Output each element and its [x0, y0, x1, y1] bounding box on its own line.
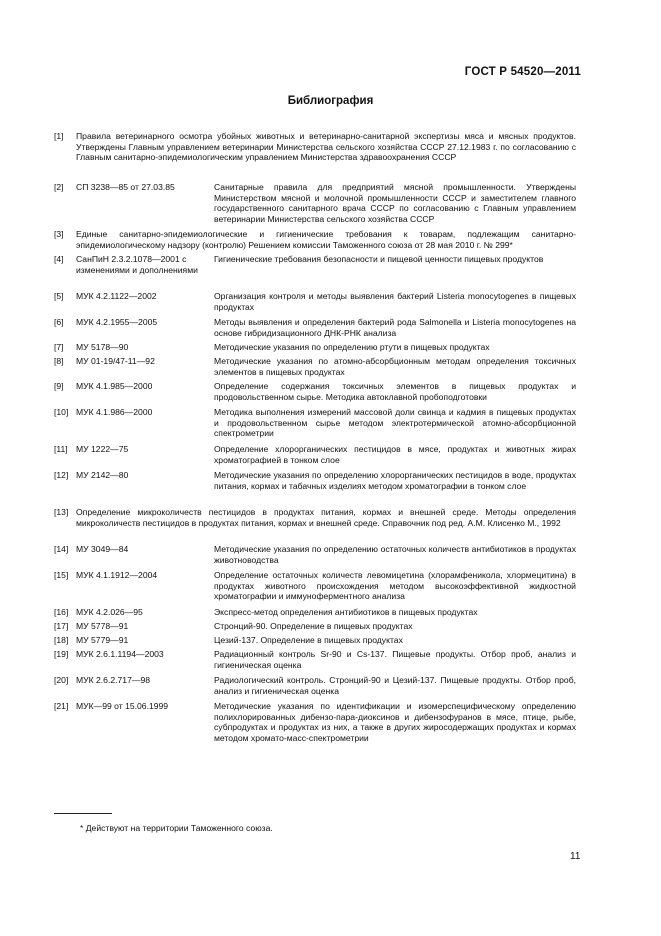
entry-number: [13] [54, 507, 69, 517]
entry-description: Радиологический контроль. Стронций-90 и Цезий-137. Пищевые продукты. Отбор проб, анализ и гигиеническая оценка [214, 675, 576, 696]
entry-number: [14] [54, 544, 69, 554]
entry-description: Экспресс-метод определения антибиотиков в пищевых продуктах [214, 607, 478, 617]
entry-number: [21] [54, 701, 69, 711]
entry-code: МУК 4.1.986—2000 [76, 407, 153, 417]
entry-number: [5] [54, 291, 64, 301]
entry-description: Гигиенические требования безопасности и пищевой ценности пищевых продуктов [214, 254, 544, 264]
entry-text: Единые санитарно-эпидемиологические и гигиенические требования к товарам, подлежащим санитарно-эпидемиологическому надзору (контролю) Решением комиссии Таможенного союза от 28 мая 2010 г. № 299* [76, 229, 576, 250]
entry-number: [19] [54, 649, 69, 659]
entry-description: Методические указания по идентификации и изомерспецифическому определению полихлорированных дибензо-пара-диоксинов и дибензофуранов в мясе, птице, рыбе, субпродуктах и продуктах из них, а также в других жиросодержащих продуктах и кормах методом хромато-масс-спектрометрии [214, 701, 576, 743]
entry-code: МУ 1222—75 [76, 444, 129, 454]
entry-code: МУК 4.1.985—2000 [76, 381, 153, 391]
entry-code: МУК 4.2.1122—2002 [76, 291, 157, 301]
entry-code: МУ 2142—80 [76, 470, 129, 480]
entry-code: МУ 5778—91 [76, 621, 129, 631]
entry-number: [7] [54, 342, 64, 352]
entry-number: [17] [54, 621, 69, 631]
page-number: 11 [570, 851, 581, 862]
footnote: * Действуют на территории Таможенного союза. [80, 823, 273, 833]
entry-number: [2] [54, 182, 64, 192]
entry-code: МУК 4.1.1912—2004 [76, 570, 158, 580]
entry-number: [18] [54, 635, 69, 645]
entry-description: Методические указания по определению хлорорганических пестицидов в воде, продуктах питания, кормах и табачных изделиях методом хроматографии в тонком слое [214, 470, 576, 491]
entry-description: Санитарные правила для предприятий мясной промышленности. Утверждены Министерством мясной и молочной промышленности СССР и заместителем главного государственного санитарного врача СССР по согласованию с Главным управлением ветеринарии Министерства сельского хозяйства СССР [214, 182, 576, 224]
entry-description: Методические указания по атомно-абсорбционным методам определения токсичных элементов в пищевых продуктах [214, 356, 576, 377]
entry-code: МУ 5178—90 [76, 342, 129, 352]
entry-number: [9] [54, 381, 64, 391]
entry-number: [8] [54, 356, 64, 366]
entry-number: [1] [54, 131, 64, 141]
document-number: ГОСТ Р 54520—2011 [464, 66, 581, 78]
entry-code: МУК 2.6.2.717—98 [76, 675, 151, 685]
entry-description: Методические указания по определению ртути в пищевых продуктах [214, 342, 490, 352]
entry-number: [10] [54, 407, 69, 417]
entry-description: Определение содержания токсичных элементов в пищевых продуктах и продовольственном сырье. Методика автоклавной пробоподготовки [214, 381, 576, 402]
entry-description: Цезий-137. Определение в пищевых продуктах [214, 635, 403, 645]
entry-description: Методические указания по определению остаточных количеств антибиотиков в продуктах животноводства [214, 544, 576, 565]
page-title: Библиография [287, 95, 374, 107]
entry-description: Организация контроля и методы выявления бактерий Listeria monocytogenes в пищевых продуктах [214, 291, 576, 312]
entry-number: [16] [54, 607, 69, 617]
entry-code: МУ 3049—84 [76, 544, 129, 554]
footnote-separator [54, 813, 112, 814]
entry-description: Радиационный контроль Sr-90 и Cs-137. Пищевые продукты. Отбор проб, анализ и гигиеническая оценка [214, 649, 576, 670]
entry-number: [4] [54, 254, 64, 264]
entry-description: Стронций-90. Определение в пищевых продуктах [214, 621, 413, 631]
entry-description: Определение остаточных количеств левомицетина (хлорамфеникола, хлормецитина) в продуктах животного происхождения методом высокоэффективной жидкостной хроматографии и иммуноферментного анализа [214, 570, 576, 602]
entry-text: Определение микроколичеств пестицидов в продуктах питания, кормах и внешней среде. Методы определения микроколичеств пестицидов в продуктах питания, кормах и внешней среде. Справочник под ред. А.М. Клисенко М., 1992 [76, 507, 576, 528]
entry-code: МУК—99 от 15.06.1999 [76, 701, 169, 711]
entry-number: [15] [54, 570, 69, 580]
entry-code: МУ 5779—91 [76, 635, 129, 645]
entry-number: [20] [54, 675, 69, 685]
entry-description: Методы выявления и определения бактерий рода Salmonella и Listeria monocytogenes на основе гибридизационного ДНК-РНК анализа [214, 317, 576, 338]
entry-number: [11] [54, 444, 68, 454]
entry-code: СанПиН 2.3.2.1078—2001 с изменениями и дополнениями [76, 254, 198, 275]
entry-description: Определение хлорорганических пестицидов в мясе, продуктах и животных жирах хроматографией в тонком слое [214, 444, 576, 465]
entry-description: Методика выполнения измерений массовой доли свинца и кадмия в пищевых продуктах и продовольственном сырье методом электротермической атомно-абсорбционной спектрометрии [214, 407, 576, 439]
entry-code: СП 3238—85 от 27.03.85 [76, 182, 175, 192]
entry-text: Правила ветеринарного осмотра убойных животных и ветеринарно-санитарной экспертизы мяса и мясных продуктов. Утверждены Главным управлением ветеринарии Министерства сельского хозяйства СССР 27.12.1983 г. по согласованию с Главным санитарно-эпидемиологическим управлением Министерства здравоохранения СССР [76, 131, 576, 163]
entry-number: [3] [54, 229, 64, 239]
entry-code: МУ 01-19/47-11—92 [76, 356, 155, 366]
entry-number: [12] [54, 470, 69, 480]
entry-code: МУК 4.2.1955—2005 [76, 317, 158, 327]
entry-code: МУК 4.2.026—95 [76, 607, 143, 617]
entry-code: МУК 2.6.1.1194—2003 [76, 649, 164, 659]
entry-number: [6] [54, 317, 64, 327]
